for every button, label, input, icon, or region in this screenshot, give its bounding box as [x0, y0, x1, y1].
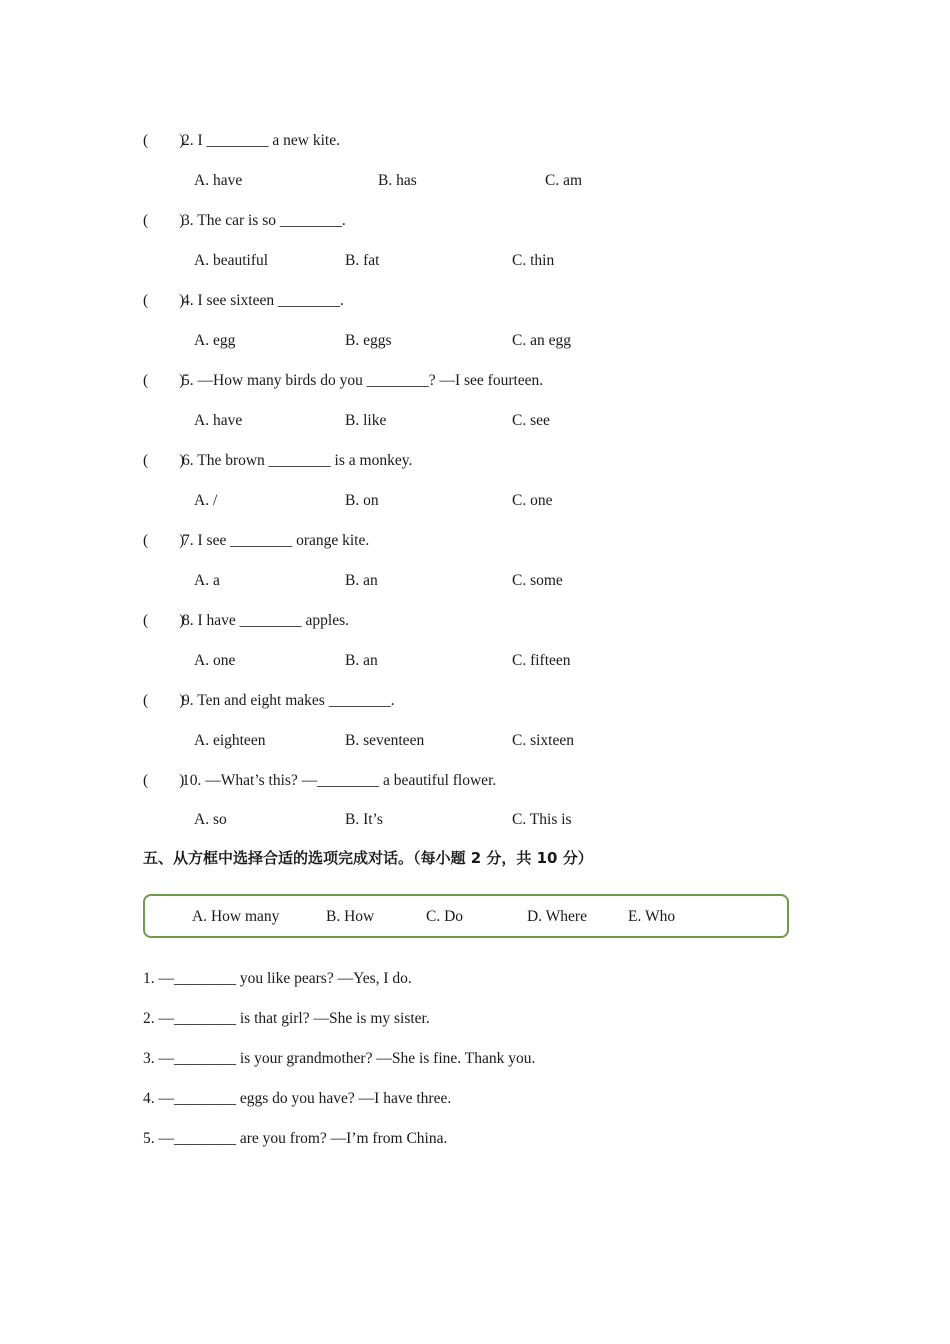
question-text: 2. I ________ a new kite.	[182, 132, 340, 149]
option-c: C. This is	[512, 811, 572, 828]
option-c: C. an egg	[512, 332, 571, 349]
word-bank-option-b: B. How	[326, 908, 375, 925]
option-b: B. seventeen	[345, 732, 425, 749]
option-b: B. eggs	[345, 332, 392, 349]
option-b: B. It’s	[345, 811, 383, 828]
section-title: 五、从方框中选择合适的选项完成对话。（每小题 2 分，共 10 分）	[143, 849, 593, 867]
option-a: A. one	[194, 652, 236, 669]
dialogue-2: 2. —________ is that girl? —She is my sister.	[143, 1010, 430, 1027]
word-bank-option-c: C. Do	[426, 908, 464, 925]
dialogue-4: 4. —________ eggs do you have? —I have three.	[143, 1090, 452, 1107]
dialogue-1: 1. —________ you like pears? —Yes, I do.	[143, 970, 412, 987]
dialogue-3: 3. —________ is your grandmother? —She is fine. Thank you.	[143, 1050, 536, 1067]
question-text: 5. —How many birds do you ________? —I see fourteen.	[182, 372, 544, 389]
answer-paren[interactable]: ( )	[143, 212, 185, 229]
answer-paren[interactable]: ( )	[143, 692, 185, 709]
option-c: C. sixteen	[512, 732, 574, 749]
question-text: 3. The car is so ________.	[182, 212, 346, 229]
option-b: B. an	[345, 652, 378, 669]
option-b: B. an	[345, 572, 378, 589]
answer-paren[interactable]: ( )	[143, 772, 185, 789]
option-c: C. some	[512, 572, 563, 589]
option-b: B. has	[378, 172, 417, 189]
question-text: 4. I see sixteen ________.	[182, 292, 344, 309]
word-bank-box	[143, 894, 789, 938]
answer-paren[interactable]: ( )	[143, 372, 185, 389]
question-text: 10. —What’s this? —________ a beautiful flower.	[182, 772, 497, 789]
option-c: C. fifteen	[512, 652, 571, 669]
question-text: 8. I have ________ apples.	[182, 612, 350, 629]
option-a: A. have	[194, 172, 243, 189]
word-bank-option-d: D. Where	[527, 908, 587, 925]
option-c: C. thin	[512, 252, 555, 269]
option-b: B. like	[345, 412, 387, 429]
word-bank-option-e: E. Who	[628, 908, 676, 925]
answer-paren[interactable]: ( )	[143, 292, 185, 309]
option-a: A. have	[194, 412, 243, 429]
option-b: B. fat	[345, 252, 380, 269]
option-a: A. beautiful	[194, 252, 269, 269]
answer-paren[interactable]: ( )	[143, 452, 185, 469]
option-a: A. egg	[194, 332, 236, 349]
option-a: A. /	[194, 492, 218, 509]
answer-paren[interactable]: ( )	[143, 132, 185, 149]
option-c: C. see	[512, 412, 550, 429]
option-a: A. so	[194, 811, 227, 828]
question-text: 6. The brown ________ is a monkey.	[182, 452, 413, 469]
option-a: A. a	[194, 572, 220, 589]
answer-paren[interactable]: ( )	[143, 612, 185, 629]
option-a: A. eighteen	[194, 732, 266, 749]
dialogue-5: 5. —________ are you from? —I’m from China.	[143, 1130, 448, 1147]
option-b: B. on	[345, 492, 379, 509]
word-bank-option-a: A. How many	[192, 908, 280, 925]
question-text: 7. I see ________ orange kite.	[182, 532, 370, 549]
question-text: 9. Ten and eight makes ________.	[182, 692, 395, 709]
option-c: C. am	[545, 172, 583, 189]
answer-paren[interactable]: ( )	[143, 532, 185, 549]
option-c: C. one	[512, 492, 553, 509]
